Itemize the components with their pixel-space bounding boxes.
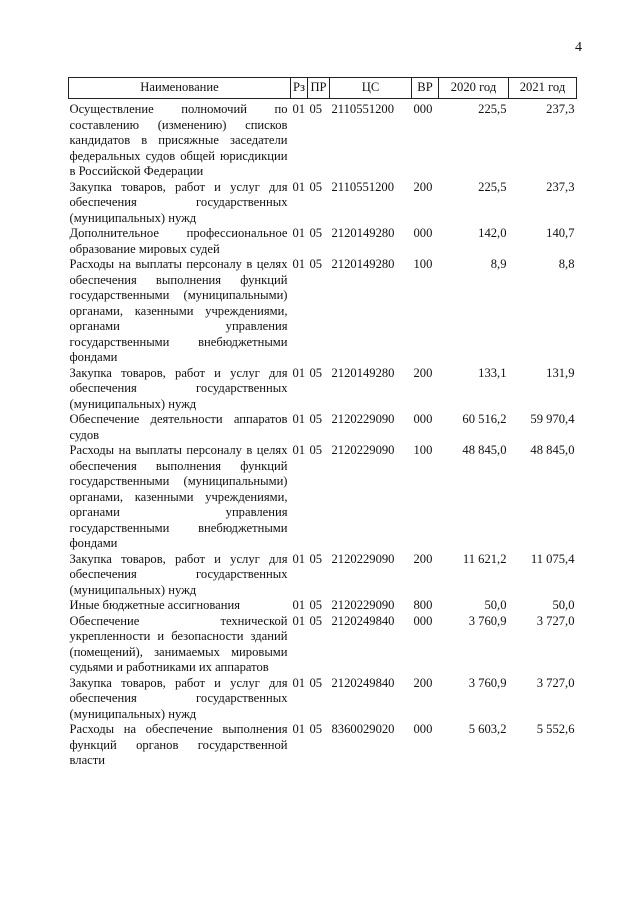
header-cs: ЦС [330, 78, 412, 99]
row-pr: 05 [309, 102, 323, 116]
row-2020: 60 516,2 [462, 412, 507, 426]
row-rz: 01 [292, 412, 306, 426]
row-cs: 2120249840 [331, 675, 395, 690]
row-pr: 05 [309, 226, 323, 240]
row-2021: 11 075,4 [530, 551, 575, 566]
table-row [69, 102, 577, 180]
row-name: Закупка товаров, работ и услуг для обеспечения государственных (муниципальных) нужд [69, 365, 288, 411]
row-cs: 2120149280 [331, 365, 395, 380]
row-rz: 01 [292, 365, 306, 380]
row-name: Дополнительное профессиональное образование мировых судей [69, 226, 288, 256]
row-2020: 8,9 [490, 257, 507, 271]
row-name: Расходы на выплаты персоналу в целях обеспечения выполнения функций государственными (муниципальными) органами, казенными учреждениями, органами управления государственными внебюджетными фондами [69, 443, 288, 550]
row-rz: 01 [292, 179, 306, 194]
row-vr: 000 [413, 722, 433, 736]
row-cs: 2120229090 [331, 598, 395, 612]
row-pr: 05 [309, 613, 323, 628]
row-pr: 05 [309, 179, 323, 194]
header-2020: 2020 год [439, 78, 509, 99]
header-rz: Рз [291, 78, 308, 99]
row-cs: 2120229090 [331, 412, 395, 426]
row-2021: 131,9 [546, 365, 575, 380]
table-header-row [69, 78, 577, 99]
row-vr: 200 [413, 675, 433, 690]
row-vr: 200 [413, 551, 433, 566]
row-vr: 200 [413, 365, 433, 380]
table-row [69, 257, 577, 366]
row-rz: 01 [292, 226, 306, 240]
row-rz: 01 [292, 257, 306, 271]
table-row [69, 180, 577, 227]
row-vr: 000 [413, 613, 433, 628]
row-pr: 05 [309, 443, 323, 457]
table-body [69, 102, 577, 769]
row-pr: 05 [309, 365, 323, 380]
row-2020: 225,5 [478, 102, 507, 116]
row-cs: 2120229090 [331, 551, 395, 566]
row-name: Расходы на обеспечение выполнения функций органов государственной власти [69, 722, 288, 767]
row-rz: 01 [292, 675, 306, 690]
table-row [69, 412, 577, 443]
row-name: Иные бюджетные ассигнования [69, 598, 241, 612]
row-2021: 237,3 [546, 102, 575, 116]
table-row [69, 443, 577, 552]
page-number: 4 [575, 40, 582, 55]
row-cs: 2110551200 [331, 102, 395, 116]
row-pr: 05 [309, 257, 323, 271]
row-2020: 5 603,2 [468, 722, 507, 736]
row-name: Закупка товаров, работ и услуг для обеспечения государственных (муниципальных) нужд [69, 551, 288, 597]
header-vr: ВР [412, 78, 439, 99]
row-2021: 3 727,0 [536, 613, 575, 628]
row-name: Обеспечение технической укрепленности и безопасности зданий (помещений), занимаемых мировыми судьями и работниками их аппаратов [69, 613, 288, 674]
table-row [69, 614, 577, 676]
row-rz: 01 [292, 551, 306, 566]
row-2020: 3 760,9 [468, 675, 507, 690]
row-pr: 05 [309, 598, 323, 612]
table-row [69, 552, 577, 599]
row-2021: 50,0 [552, 598, 575, 612]
row-vr: 100 [413, 257, 433, 271]
row-rz: 01 [292, 613, 306, 628]
row-name: Закупка товаров, работ и услуг для обеспечения государственных (муниципальных) нужд [69, 179, 288, 225]
row-2021: 237,3 [546, 179, 575, 194]
row-cs: 2120229090 [331, 443, 395, 457]
row-vr: 100 [413, 443, 433, 457]
table-row [69, 226, 577, 257]
budget-table [68, 77, 577, 769]
table-row [69, 676, 577, 723]
row-vr: 000 [413, 412, 433, 426]
table-row [69, 598, 577, 614]
row-name: Обеспечение деятельности аппаратов судов [69, 412, 288, 442]
row-rz: 01 [292, 722, 306, 736]
row-2021: 5 552,6 [536, 722, 575, 736]
row-rz: 01 [292, 102, 306, 116]
row-vr: 000 [413, 226, 433, 240]
row-cs: 2120249840 [331, 613, 395, 628]
row-cs: 2120149280 [331, 226, 395, 240]
row-name: Закупка товаров, работ и услуг для обеспечения государственных (муниципальных) нужд [69, 675, 288, 721]
row-2020: 225,5 [478, 179, 507, 194]
row-name: Расходы на выплаты персоналу в целях обеспечения выполнения функций государственными (муниципальными) органами, казенными учреждениями, органами управления государственными внебюджетными фондами [69, 257, 288, 364]
row-2020: 3 760,9 [468, 613, 507, 628]
row-vr: 800 [413, 598, 433, 612]
row-cs: 2110551200 [331, 179, 395, 194]
row-rz: 01 [292, 598, 306, 612]
header-name: Наименование [69, 78, 291, 99]
row-pr: 05 [309, 551, 323, 566]
row-rz: 01 [292, 443, 306, 457]
row-2020: 50,0 [484, 598, 507, 612]
row-cs: 2120149280 [331, 257, 395, 271]
row-2021: 59 970,4 [530, 412, 575, 426]
row-2020: 133,1 [478, 365, 507, 380]
row-vr: 000 [413, 102, 433, 116]
header-pr: ПР [308, 78, 330, 99]
row-vr: 200 [413, 179, 433, 194]
row-pr: 05 [309, 412, 323, 426]
row-pr: 05 [309, 722, 323, 736]
table-row [69, 366, 577, 413]
table-row [69, 722, 577, 769]
row-2021: 8,8 [558, 257, 575, 271]
row-2021: 140,7 [546, 226, 575, 240]
row-2020: 48 845,0 [462, 443, 507, 457]
row-2021: 48 845,0 [530, 443, 575, 457]
row-2021: 3 727,0 [536, 675, 575, 690]
header-2021: 2021 год [509, 78, 577, 99]
row-2020: 11 621,2 [462, 551, 507, 566]
row-pr: 05 [309, 675, 323, 690]
row-cs: 8360029020 [331, 722, 395, 736]
row-name: Осуществление полномочий по составлению (изменению) списков кандидатов в присяжные заседатели федеральных судов общей юрисдикции в Российской Федерации [69, 102, 288, 178]
row-2020: 142,0 [478, 226, 507, 240]
